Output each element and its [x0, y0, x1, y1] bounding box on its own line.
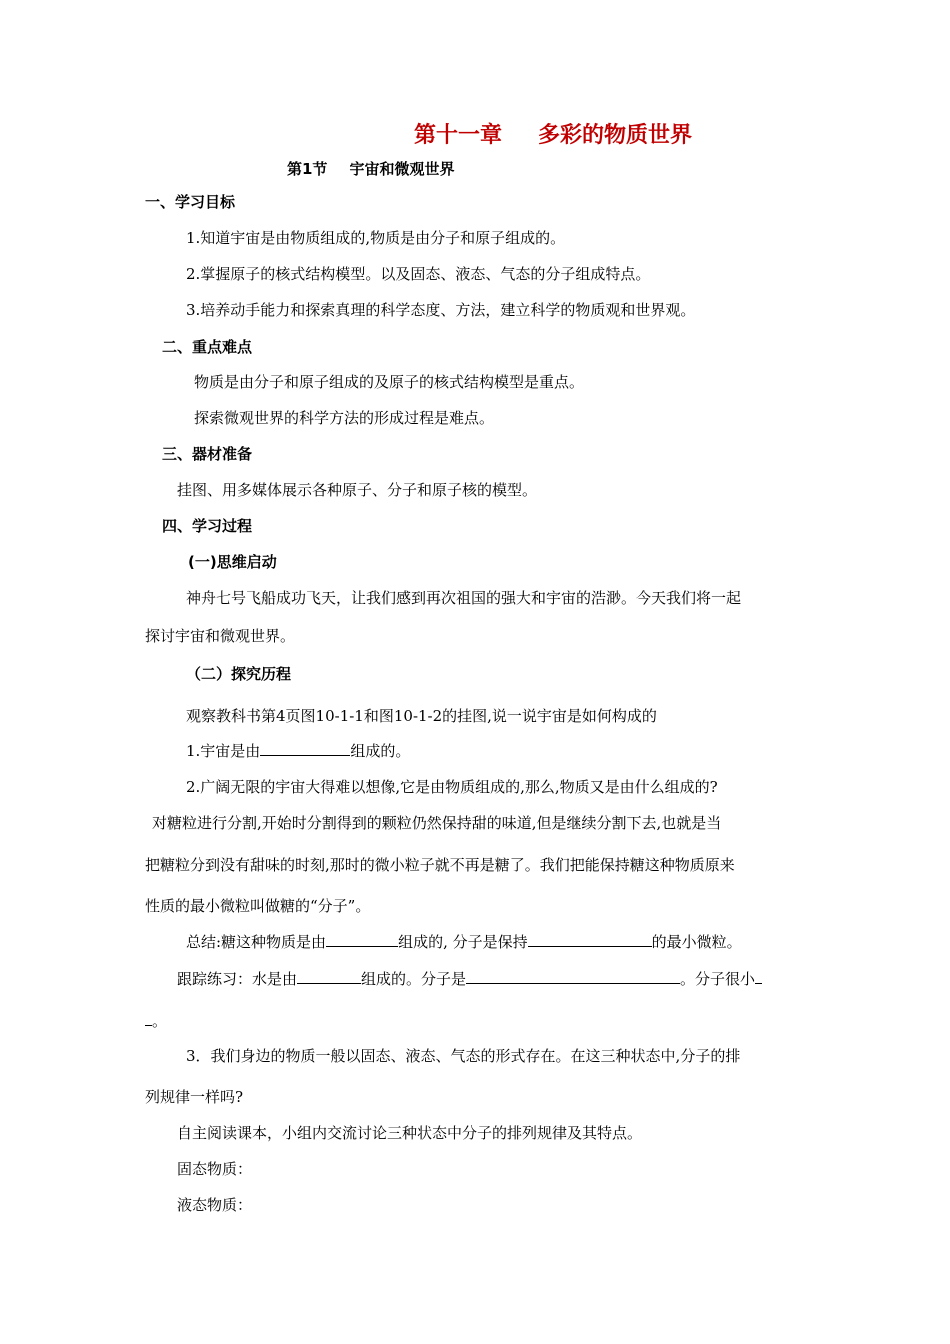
blank-field[interactable]: [145, 1011, 152, 1026]
sugar-para-line-1: 对糖粒进行分割,开始时分割得到的颗粒仍然保持甜的味道,但是继续分割下去,也就是当: [152, 814, 722, 832]
question-2: 2.广阔无限的宇宙大得难以想像,它是由物质组成的,那么,物质又是由什么组成的?: [186, 778, 718, 796]
key-point-1: 物质是由分子和原子组成的及原子的核式结构模型是重点。: [194, 373, 585, 391]
materials-text: 挂图、用多媒体展示各种原子、分子和原子核的模型。: [177, 481, 538, 499]
heading-materials: 三、器材准备: [162, 445, 253, 463]
practice-text-c: 。分子很小: [680, 970, 756, 988]
summary-text-c: 的最小微粒。: [651, 933, 742, 951]
summary-line: [186, 932, 742, 952]
question-1: [186, 741, 410, 761]
chapter-title: [414, 122, 692, 150]
practice-line-cont: [145, 1011, 167, 1031]
sugar-para-line-2: 把糖粒分到没有甜味的时刻,那时的微小粒子就不再是糖了。我们把能保持糖这种物质原来: [145, 856, 735, 874]
section-number: 第1节: [287, 160, 328, 178]
chapter-number: 第十一章: [414, 123, 503, 148]
blank-field[interactable]: [326, 932, 398, 947]
question-1-text-a: 1.宇宙是由: [186, 742, 261, 760]
section-title: [287, 158, 454, 179]
warmup-line-2: 探讨宇宙和微观世界。: [145, 627, 296, 645]
practice-text-a: 跟踪练习：水是由: [177, 970, 298, 988]
chapter-name: 多彩的物质世界: [538, 123, 693, 148]
practice-end: 。: [152, 1012, 168, 1030]
heading-learning-process: 四、学习过程: [162, 517, 253, 535]
reading-task: 自主阅读课本，小组内交流讨论三种状态中分子的排列规律及其特点。: [177, 1124, 643, 1142]
heading-inquiry: （二）探究历程: [186, 665, 292, 683]
warmup-line-1: 神舟七号飞船成功飞天，让我们感到再次祖国的强大和宇宙的浩渺。今天我们将一起: [186, 589, 742, 607]
sugar-para-line-3: 性质的最小微粒叫做糖的“分子”。: [145, 897, 371, 915]
practice-text-b: 组成的。分子是: [361, 970, 467, 988]
practice-line: [177, 969, 762, 989]
blank-field[interactable]: [755, 969, 762, 984]
key-point-2: 探索微观世界的科学方法的形成过程是难点。: [194, 409, 495, 427]
summary-text-b: 组成的, 分子是保持: [398, 933, 528, 951]
question-1-text-b: 组成的。: [350, 742, 411, 760]
blank-field[interactable]: [466, 969, 680, 984]
question-3-line-1: 3．我们身边的物质一般以固态、液态、气态的形式存在。在这三种状态中,分子的排: [186, 1047, 741, 1065]
heading-learning-goals: 一、学习目标: [145, 193, 236, 211]
question-3-line-2: 列规律一样吗?: [145, 1088, 244, 1106]
solid-state-label: 固态物质：: [177, 1160, 253, 1178]
heading-key-points: 二、重点难点: [162, 338, 253, 356]
blank-field[interactable]: [260, 741, 350, 756]
liquid-state-label: 液态物质：: [177, 1196, 253, 1214]
goal-item-2: 2.掌握原子的核式结构模型。以及固态、液态、气态的分子组成特点。: [186, 265, 651, 283]
goal-item-3: 3.培养动手能力和探索真理的科学态度、方法，建立科学的物质观和世界观。: [186, 301, 696, 319]
goal-item-1: 1.知道宇宙是由物质组成的,物质是由分子和原子组成的。: [186, 229, 566, 247]
blank-field[interactable]: [528, 932, 652, 947]
section-name: 宇宙和微观世界: [349, 160, 455, 178]
heading-warmup: (一)思维启动: [188, 553, 277, 571]
blank-field[interactable]: [297, 969, 361, 984]
summary-text-a: 总结:糖这种物质是由: [186, 933, 327, 951]
inquiry-intro: 观察教科书第4页图10-1-1和图10-1-2的挂图,说一说宇宙是如何构成的: [186, 707, 657, 725]
